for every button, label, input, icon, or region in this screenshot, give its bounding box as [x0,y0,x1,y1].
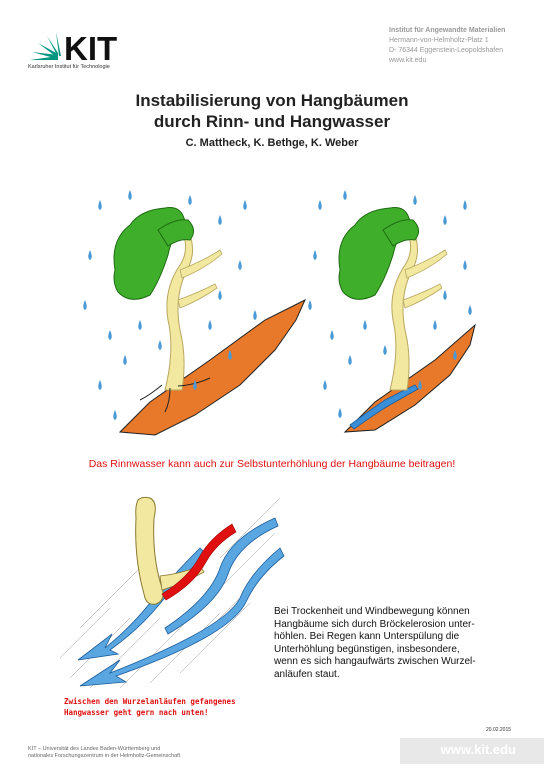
footer-line-1: KIT – Universität des Landes Baden-Württemberg und [28,746,161,752]
authors: C. Mattheck, K. Bethge, K. Weber [185,137,359,149]
raindrop-icon [138,320,142,330]
tree-rain-illustration [70,180,480,440]
raindrop-icon [383,345,387,355]
raindrop-icon [83,300,87,310]
institute-city: D- 76344 Eggenstein-Leopoldshafen [389,47,504,54]
raindrop-icon [348,355,352,365]
kit-logo-mark [30,32,61,60]
raindrop-icon [443,215,447,225]
kit-logo-subtitle: Karlsruher Institut für Technologie [28,64,110,70]
institute-web: www.kit.edu [389,57,427,64]
raindrop-icon [253,310,257,320]
raindrop-icon [443,290,447,300]
institute-street: Hermann-von-Helmholtz-Platz 1 [389,37,489,44]
description-line: wenn es sich hangaufwärts zwischen Wurzel- [274,656,476,667]
left-branch-2 [178,284,217,308]
raindrop-icon [88,250,92,260]
raindrop-icon [123,355,127,365]
root-water-illustration [50,478,290,700]
footer-text [28,746,180,760]
description-line: Bei Trockenheit und Windbewegung können [274,606,470,617]
raindrop-icon [218,215,222,225]
raindrop-icon [318,200,322,210]
raindrop-icon [108,330,112,340]
title-line-2: durch Rinn- und Hangwasser [153,112,391,131]
kit-logo-text: KIT [64,30,118,67]
raindrop-icon [98,380,102,390]
raindrop-icon [128,190,132,200]
raindrop-icon [338,408,342,418]
raindrop-icon [243,200,247,210]
raindrop-icon [238,260,242,270]
caption-red: Das Rinnwasser kann auch zur Selbstunterhöhlung der Hangbäume beitragen! [88,458,456,470]
institute-name: Institut für Angewandte Materialien [389,27,506,34]
description-line: Unterhöhlung begünstigen, insbesondere, [274,643,460,655]
raindrop-icon [208,320,212,330]
raindrop-icon [188,195,192,205]
description-line: Hangbäume sich durch Bröckelerosion unter- [274,618,475,630]
raindrop-icon [363,320,367,330]
poster-title [0,90,544,132]
footer-line-2: nationales Forschungszentrum in der Helmholtz-Gemeinschaft [28,753,181,759]
raindrop-icon [468,305,472,315]
raindrop-icon [413,195,417,205]
footer-url[interactable]: www.kit.edu [440,742,516,757]
handwritten-line-2: Hangwasser geht gern nach unten! [64,708,209,717]
description-line: anläufen staut. [274,668,340,680]
left-trunk [165,230,193,390]
right-branch-2 [403,284,442,308]
raindrop-icon [158,340,162,350]
raindrop-icon [323,380,327,390]
raindrop-icon [343,190,347,200]
raindrop-icon [113,410,117,420]
date-stamp: 20.02.2015 [486,727,512,733]
institute-address [389,26,505,66]
raindrop-icon [308,300,312,310]
raindrop-icon [313,250,317,260]
trunk-bottom [136,497,163,604]
raindrop-icon [330,330,334,340]
handwritten-note [64,696,236,718]
handwritten-line-1: Zwischen den Wurzelanläufen gefangenes [64,697,236,706]
right-trunk [390,230,418,390]
raindrop-icon [218,290,222,300]
description-text [274,606,514,681]
right-tree-scene [339,208,475,432]
description-line: höhlen. Bei Regen kann Unterspülung die [274,631,460,642]
title-line-1: Instabilisierung von Hangbäumen [135,91,409,110]
raindrop-icon [463,200,467,210]
raindrop-icon [98,200,102,210]
raindrop-icon [463,260,467,270]
raindrop-icon [433,320,437,330]
left-slope [120,300,305,435]
